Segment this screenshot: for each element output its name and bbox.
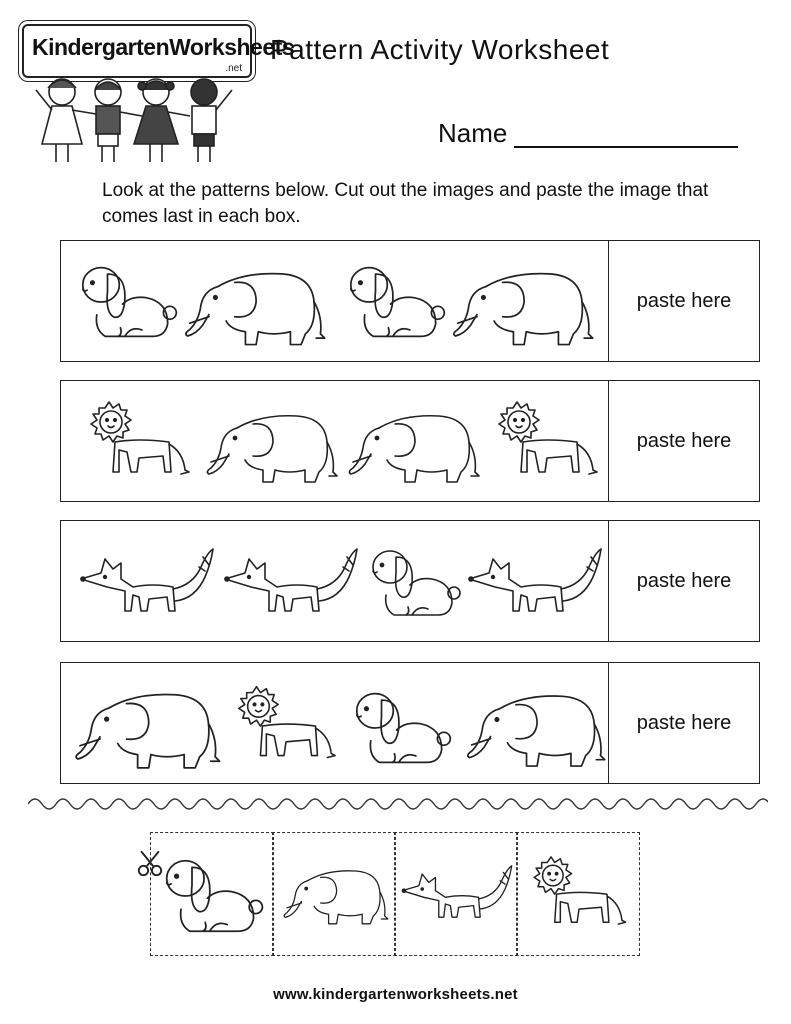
instructions: Look at the patterns below. Cut out the images and paste the image that comes last in each box. xyxy=(102,180,709,227)
elephant-icon xyxy=(69,683,224,773)
pattern-row-4 xyxy=(60,662,760,784)
lion-icon xyxy=(79,399,199,491)
paste-box[interactable]: paste here xyxy=(608,241,759,361)
cutout-elephant[interactable] xyxy=(272,832,396,956)
cutout-strip xyxy=(150,832,640,956)
elephant-icon xyxy=(179,263,329,349)
elephant-icon xyxy=(201,403,341,489)
footer-url[interactable]: www.kindergartenworksheets.net xyxy=(273,986,518,1003)
bunny-icon xyxy=(361,543,471,623)
paste-box[interactable]: paste here xyxy=(608,521,759,641)
lion-icon xyxy=(487,399,607,491)
logo xyxy=(18,12,295,162)
elephant-icon xyxy=(461,685,609,771)
pattern-row-3 xyxy=(60,520,760,642)
fox-icon xyxy=(465,543,605,623)
name-label: Name xyxy=(438,118,508,148)
fox-icon xyxy=(221,543,361,623)
fox-icon xyxy=(399,859,515,929)
lion-icon xyxy=(227,683,345,775)
wave-divider xyxy=(28,796,768,812)
logo-suffix: .net xyxy=(225,63,242,74)
kids-illustration-icon xyxy=(18,68,250,164)
bunny-icon xyxy=(159,851,269,941)
logo-text: KindergartenWorksheets xyxy=(32,34,295,60)
bunny-icon xyxy=(69,259,189,345)
page-title: Pattern Activity Worksheet xyxy=(270,34,610,65)
cutout-fox[interactable] xyxy=(394,832,518,956)
elephant-icon xyxy=(279,859,391,931)
bunny-icon xyxy=(337,259,457,345)
lion-icon xyxy=(523,851,635,943)
pattern-row-2 xyxy=(60,380,760,502)
paste-box[interactable]: paste here xyxy=(608,381,759,501)
pattern-row-1 xyxy=(60,240,760,362)
elephant-icon xyxy=(343,403,483,489)
name-field[interactable] xyxy=(514,146,738,148)
fox-icon xyxy=(77,543,217,623)
bunny-icon xyxy=(345,685,461,771)
cutout-bunny[interactable] xyxy=(150,832,274,956)
cutout-lion[interactable] xyxy=(516,832,640,956)
paste-box[interactable]: paste here xyxy=(608,663,759,783)
elephant-icon xyxy=(447,263,597,349)
